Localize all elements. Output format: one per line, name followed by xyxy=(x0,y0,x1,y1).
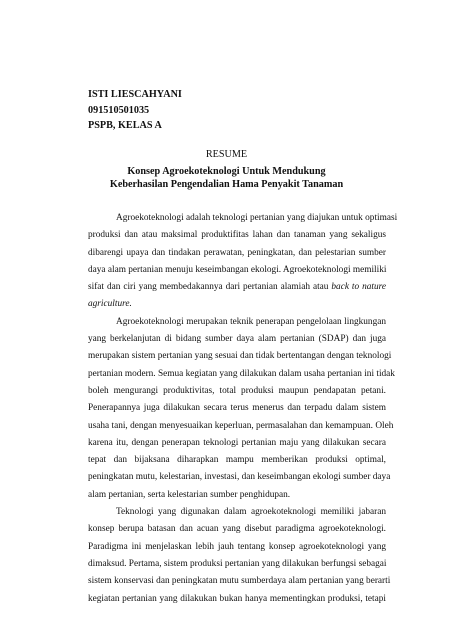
paragraph xyxy=(88,504,391,608)
text-line: Agroekoteknologi adalah teknologi pertanian yang diajukan untuk optimasi xyxy=(116,213,398,223)
author-name: ISTI LIESCAHYANI xyxy=(88,89,182,100)
italic-phrase: back to nature xyxy=(331,282,387,293)
class-info: PSPB, KELAS A xyxy=(88,120,162,131)
document-title xyxy=(0,166,453,191)
text-line: produksi dan atau maksimal produktifitas lahan dan tanaman yang sekaligus xyxy=(88,230,386,241)
text-line: Paradigma ini menjelaskan lebih jauh tentang konsep agroekoteknologi yang xyxy=(88,541,386,552)
resume-heading: RESUME xyxy=(205,149,248,160)
text-line: karena itu, dengan penerapan teknologi pertanian maju yang dilakukan secara xyxy=(88,437,386,448)
title-line: Konsep Agroekoteknologi Untuk Mendukung xyxy=(127,166,326,177)
text-line: Agroekoteknologi merupakan teknik penerapan pengelolaan lingkungan xyxy=(116,316,386,327)
title-line: Keberhasilan Pengendalian Hama Penyakit Tanaman xyxy=(109,178,344,190)
text-line: pertanian modern. Semua kegiatan yang dilakukan dalam usaha pertanian ini tidak xyxy=(88,368,395,379)
text-line: Teknologi yang digunakan dalam agroekoteknologi memiliki jabaran xyxy=(116,507,386,518)
text-line: tepat dan bijaksana diharapkan mampu memberikan produksi optimal, xyxy=(88,455,386,466)
text-line: dimaksud. Pertama, sistem produksi pertanian yang dilakukan berfungsi sebagai xyxy=(88,558,387,569)
text-line: dibarengi upaya dan tindakan perawatan, peningkatan, dan pelestarian sumber xyxy=(88,247,386,258)
paragraph xyxy=(88,210,398,314)
text-line: boleh mengurangi produktivitas, total produksi maupun pendapatan petani. xyxy=(88,385,386,396)
text-line: Penerapannya juga dilakukan secara terus menerus dan terpadu dalam sistem xyxy=(88,403,386,414)
student-id: 091510501035 xyxy=(88,104,150,116)
text-line: sistem konservasi dan peningkatan mutu sumberdaya alam pertanian yang berarti xyxy=(88,576,391,587)
body-text xyxy=(88,210,398,608)
text-line: daya alam pertanian menuju keseimbangan ekologi. Agroekoteknologi memiliki xyxy=(88,264,387,275)
text-line: peningkatan mutu, kelestarian, investasi, dan keseimbangan ekologi sumber daya xyxy=(88,472,391,483)
text-line: usaha tani, dengan menyesuaikan keperluan, permasalahan dan kemampuan. Oleh xyxy=(88,420,394,431)
paragraph xyxy=(88,314,395,504)
text-line: alam pertanian, serta kelestarian sumber penghidupan. xyxy=(88,489,291,500)
text-line: kegiatan pertanian yang dilakukan bukan hanya mementingkan produksi, tetapi xyxy=(88,593,386,604)
author-block xyxy=(88,87,182,134)
text-line: merupakan sistem pertanian yang sesuai dan tidak bertentangan dengan teknologi xyxy=(88,351,392,362)
text-line xyxy=(88,279,386,296)
text-line: agriculture. xyxy=(88,299,132,310)
text-line: yang berkelanjutan di bidang sumber daya alam pertanian (SDAP) dan juga xyxy=(88,334,386,345)
text-fragment: sifat dan ciri yang membedakannya dari pertanian alamiah atau xyxy=(88,282,329,293)
text-line: konsep berupa batasan dan acuan yang disebut paradigma agroekoteknologi. xyxy=(88,524,386,535)
